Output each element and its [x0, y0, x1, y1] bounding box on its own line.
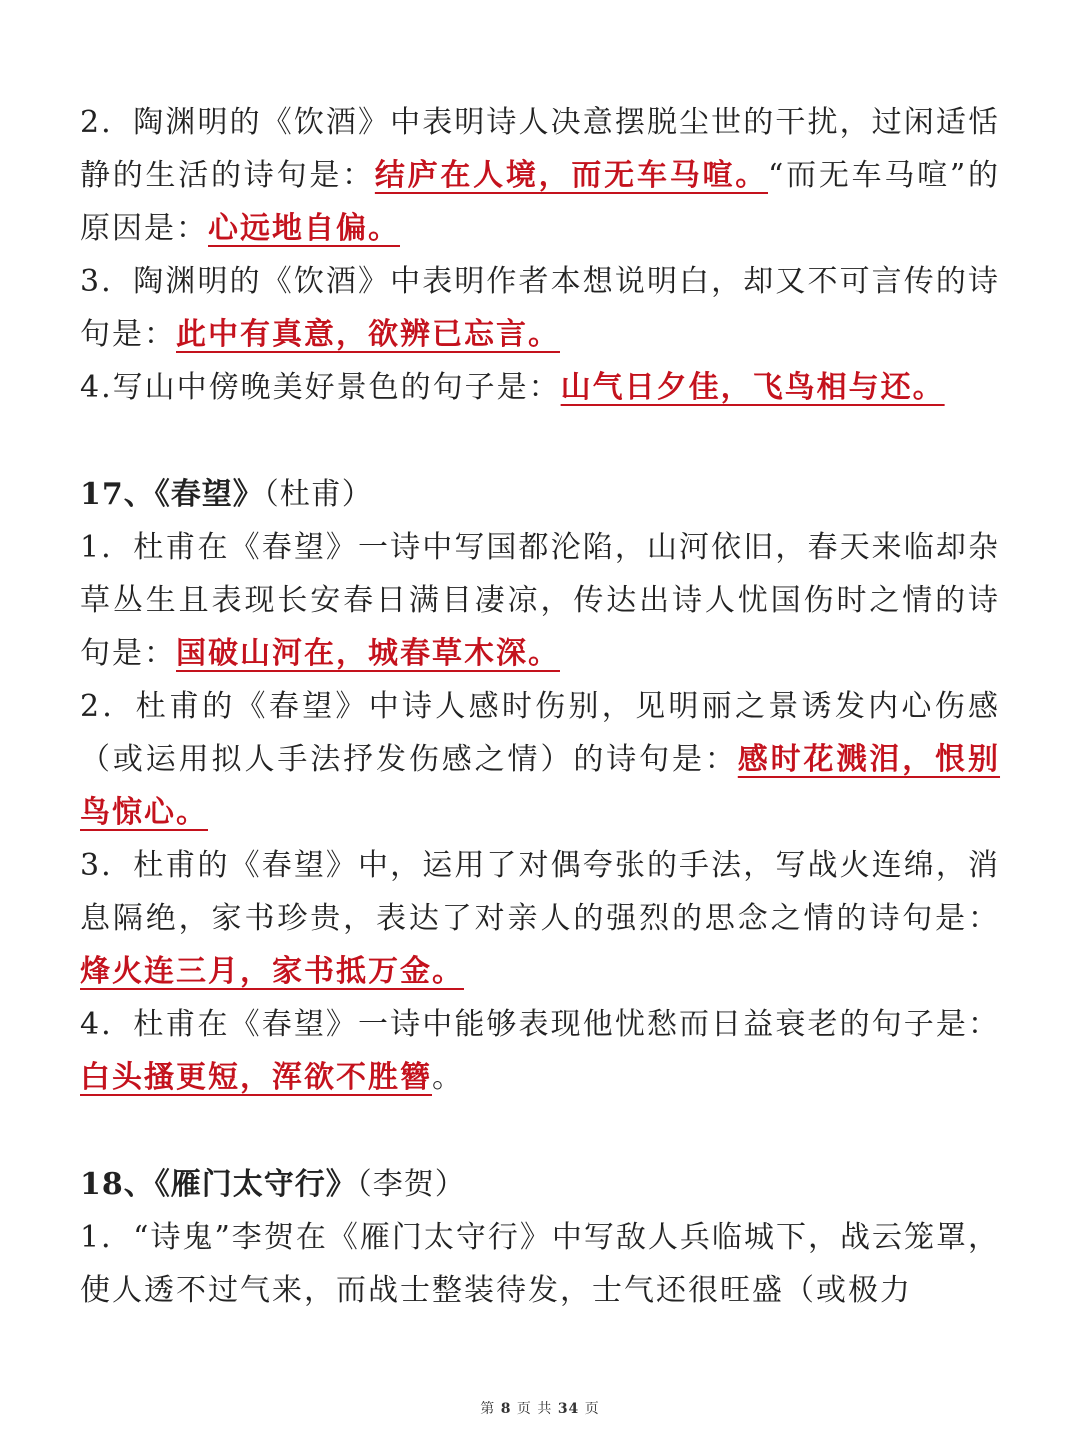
- s16-question-4: [80, 361, 1000, 414]
- s17-heading: [80, 468, 1000, 521]
- answer-text: 感时花溅泪，恨别鸟惊心。: [80, 742, 1001, 830]
- s17-question-2: [80, 680, 1000, 839]
- answer-text: 结庐在人境，而无车马喧。: [374, 158, 768, 193]
- footer-prefix: 第: [480, 1401, 496, 1417]
- footer-suffix: 页: [584, 1401, 600, 1417]
- s16-question-3: [80, 255, 1000, 361]
- punctuation: 。: [432, 1060, 464, 1095]
- section-gap: [80, 1104, 1000, 1158]
- question-text: 2．杜甫的《春望》中诗人感时伤别，见明丽之景诱发内心伤感（或运用拟人手法抒发伤感之情）的诗句是：: [80, 689, 1000, 777]
- section-number: 18、: [80, 1167, 155, 1202]
- section-gap: [80, 414, 1000, 468]
- question-text: 2．陶渊明的《饮酒》中表明诗人决意摆脱尘世的干扰，过闲适恬静的生活的诗句是：: [80, 105, 1000, 193]
- answer-text: 国破山河在，城春草木深。: [176, 636, 560, 671]
- s17-question-1: [80, 521, 1000, 680]
- footer-page-number: 8: [500, 1401, 512, 1417]
- section-number: 17、: [80, 477, 155, 512]
- answer-text: 烽火连三月，家书抵万金。: [80, 954, 464, 989]
- footer-middle: 页 共: [516, 1401, 553, 1417]
- s18-question-1: [80, 1211, 1000, 1317]
- answer-text: 白头搔更短，浑欲不胜簪: [80, 1060, 432, 1095]
- page-footer: [0, 1398, 1080, 1418]
- s16-question-2: [80, 96, 1000, 255]
- poem-author: （杜甫）: [263, 477, 373, 512]
- poem-title: 《春望》: [154, 477, 264, 512]
- footer-total-pages: 34: [557, 1401, 580, 1417]
- answer-text: 山气日夕佳，飞鸟相与还。: [560, 370, 945, 405]
- s17-question-4: [80, 998, 1000, 1104]
- s17-question-3: [80, 839, 1000, 998]
- s18-heading: [80, 1158, 1000, 1211]
- question-text: 4.写山中傍晚美好景色的句子是：: [80, 370, 561, 405]
- question-text: 4．杜甫在《春望》一诗中能够表现他忧愁而日益衰老的句子是：: [80, 1007, 1000, 1042]
- answer-text: 此中有真意，欲辨已忘言。: [176, 317, 560, 352]
- question-text: 3．陶渊明的《饮酒》中表明作者本想说明白，却又不可言传的诗句是：: [80, 264, 1000, 352]
- answer-text: 心远地自偏。: [208, 211, 400, 246]
- poem-title: 《雁门太守行》: [154, 1167, 357, 1202]
- question-text: “而无车马喧”的原因是：: [80, 158, 1001, 246]
- question-text: 3．杜甫的《春望》中，运用了对偶夸张的手法，写战火连绵，消息隔绝，家书珍贵，表达了对亲人的强烈的思念之情的诗句是：: [80, 848, 1000, 936]
- poem-author: （李贺）: [356, 1167, 466, 1202]
- question-text: 1．杜甫在《春望》一诗中写国都沦陷，山河依旧，春天来临却杂草丛生且表现长安春日满目凄凉，传达出诗人忧国伤时之情的诗句是：: [80, 530, 1000, 671]
- question-text: 1．“诗鬼”李贺在《雁门太守行》中写敌人兵临城下，战云笼罩，使人透不过气来，而战士整装待发，士气还很旺盛（或极力: [80, 1220, 1000, 1308]
- document-page: [80, 96, 1000, 1317]
